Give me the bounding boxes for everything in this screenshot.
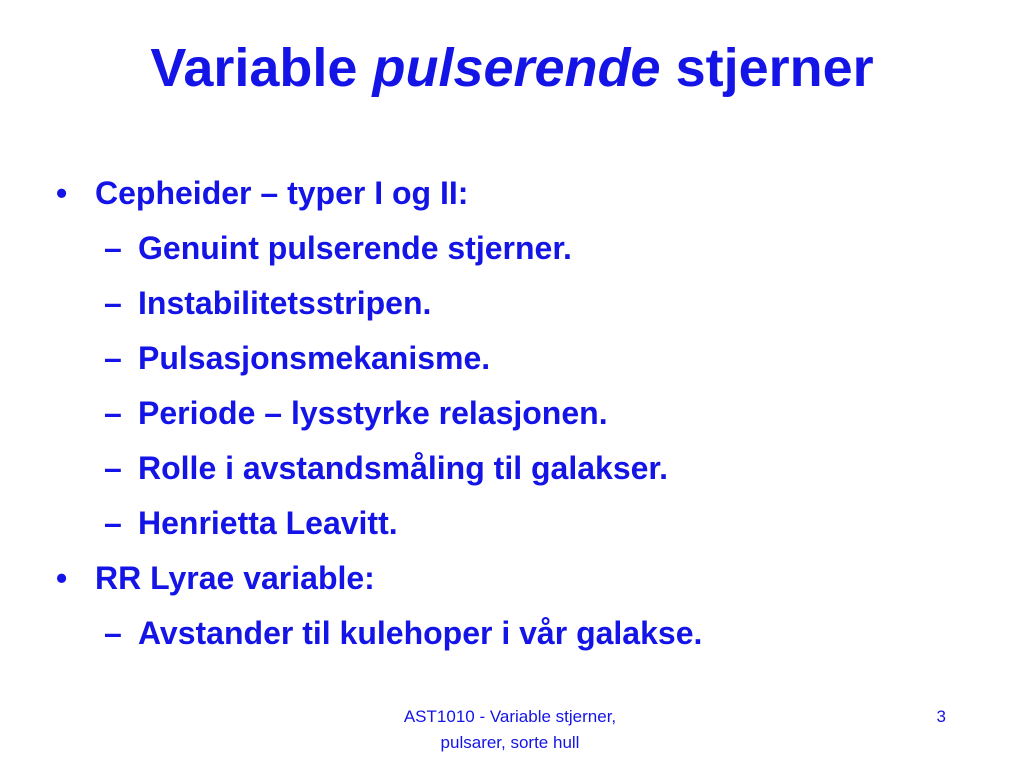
sub-bullet-text: Avstander til kulehoper i vår galakse. (138, 615, 703, 651)
bullet-marker: • (56, 175, 68, 211)
dash-marker: – (104, 505, 122, 541)
title-part-2-italic: pulserende (372, 38, 661, 98)
sub-bullet-item (0, 276, 1024, 331)
bullet-marker: • (56, 560, 68, 596)
slide-title (0, 28, 1024, 108)
sub-bullet-text: Genuint pulserende stjerner. (138, 230, 572, 266)
sub-bullet-item (0, 331, 1024, 386)
sub-bullet-text: Periode – lysstyrke relasjonen. (138, 395, 608, 431)
page-number: 3 (936, 707, 946, 726)
sub-bullet-item (0, 496, 1024, 551)
bullet-text: Cepheider – typer I og II: (95, 175, 469, 211)
dash-marker: – (104, 340, 122, 376)
bullet-text: RR Lyrae variable: (95, 560, 375, 596)
dash-marker: – (104, 450, 122, 486)
sub-bullet-text: Rolle i avstandsmåling til galakser. (138, 450, 668, 486)
sub-bullet-item (0, 386, 1024, 441)
sub-bullet-text: Henrietta Leavitt. (138, 505, 398, 541)
dash-marker: – (104, 615, 122, 651)
footer-line-2: pulsarer, sorte hull (440, 733, 580, 752)
sub-bullet-item (0, 606, 1024, 661)
title-part-3: stjerner (660, 38, 874, 98)
dash-marker: – (104, 395, 122, 431)
sub-bullet-item (0, 221, 1024, 276)
dash-marker: – (104, 285, 122, 321)
sub-bullet-item (0, 441, 1024, 496)
bullet-list (0, 166, 1024, 661)
bullet-item-rr-lyrae (0, 551, 1024, 606)
dash-marker: – (104, 230, 122, 266)
sub-bullet-text: Pulsasjonsmekanisme. (138, 340, 491, 376)
footer-line-1: AST1010 - Variable stjerner, (403, 707, 617, 726)
bullet-item-cepheider (0, 166, 1024, 221)
slide-footer (360, 704, 660, 756)
sub-bullet-text: Instabilitetsstripen. (138, 285, 432, 321)
title-part-1: Variable (150, 38, 373, 98)
